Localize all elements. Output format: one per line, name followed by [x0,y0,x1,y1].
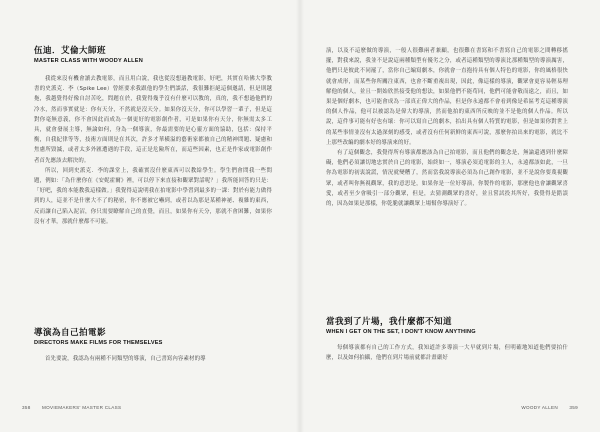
page-number: 358 [22,405,31,410]
body-paragraph: 所以，回到史派克．李的課堂上，我確實沒什麼東西可以教給學生。學生們會問我一些問題，例如：「為什麼你在《安妮霍爾》裡，可以停下來直接和觀眾對話呢？」我所能回答的只是：「好吧，我的本能教我這樣做。」我覺得這說明我在拍電影中學習到最多的一課：對於有能力做得到的人，這並不是什麼大不了的秘密，你不應被它嚇到，或者以為那是某種神祕、複雜的東西，反而讓自己陷入泥沼，你只需要瞭解自己的直覺，而且，如果你有天分，那就不會困難，如果你沒有才華，那就什麼都不可能。 [34,167,272,225]
section-title-en: DIRECTORS MAKE FILMS FOR THEMSELVES [34,340,163,346]
section-title-zh: 當我到了片場，我什麼都不知道 [326,317,453,327]
running-head: WOODY ALLEN [521,405,558,410]
section-title-zh: 導演為自己拍電影 [34,328,107,338]
section-title-en: WHEN I GET ON THE SET, I DON'T KNOW ANYTHING [326,329,476,335]
left-section-master-class [34,46,272,227]
body-paragraph: 每個導演都有自己的工作方式，我知道許多導演一大早就到片場，但明確地知道他們要拍什麼，以及如何拍攝，他們在到片場前就都計畫嚴好 [326,345,568,362]
body-paragraph: 首先要說，我認為有兩種不同類型的導演，自己書寫內容素材的導 [45,356,206,362]
page-number: 359 [569,405,578,410]
body-paragraph: 演，以及不這麼做的導演，一般人很難兩者兼顧，也很難在書寫和不書寫自己的電影之間轉移搖擺，對我來說，我並不是說這兩種類型有優劣之分，或者這種類型的導演比那種類型的導演厲害，他們只是彼此不同罷了，當你自己編寫劇本，你就會一直抱持具有個人特色的電影，你的風格很快就會成形，而某些你所關注東西，也會不斷重複出現，因此，像這樣的導演，觀眾會更容易輕易理解他的個人，並且一開始欣然接受他的想法，如果他們不能苟同，他們可能會敬而遠之，而且，如果是個好劇本，也可能會成為一部真正偉大的作品，但是你永遠都不會看到像是希區考克這種導演的個人作品，他可以被認為是偉大的導演，然而他拍的東西所反映的並不是他的個人作品。所以說，這件事可能有好也有壞：你可以寫自己的劇本，拍出具有個人特質的電影，但是如果你對世上的某些事情並沒有太過深刻的感受，或者沒有任何新鮮的東西可說，那麼你拍出來的電影，就比不上那些改編的劇本好的導演來的好。 [326,48,568,146]
right-page [300,0,600,432]
running-head: MOVIEMAKERS' MASTER CLASS [42,405,122,410]
right-section-continued [326,46,568,209]
body-paragraph: 有了這個觀念，我覺得所有導演都應該為自己拍電影，而且他們的觀念是，無論還遇到什麼障礙，他們必須讓切地忠實於自己的電影，始終如一，導演必須追電影的主人，永遠都該如此，一旦你為電影的初衷說謊，情況就變糟了，然而當我說導演必須為自己創作電影，並不是說你要蔑視觀眾，或者叫你無視觀眾，我的意思是，如果你是一位好導演，你製作的電影，那麼他也會讓觀眾喜愛，或者至少會吸引一部分觀眾，但是，去猜測觀眾的喜好，並且嘗試投其所好，我覺得是錯誤的，因為如果是那樣，你乾脆就讓觀眾上場幫你導演好了。 [326,150,568,208]
body-paragraph: 我從來沒有機會讀去教電影，而且用白說，我也從沒想過教電影，好吧，其實在哈佛大學教書的史派克．李（Spike Lee）曾經要求我跟他的學生們談話，我很難拒絕這個邀請，但是則越拖，我越覺得好像自討苦吃，問題在於，我覺得幾乎沒有什麼可以教的，真的，我不想過他們的冷水，然而事實就是：你有天分，不然就是沒天分。如果你沒天分，你可以學習一輩子，但是這對你毫無意義，你不會因此而成為一個更好的電影創作者，可是如果你有天分，你無需太多工具，就會發展主導，無論如何，身為一個導演，你最需要的是心靈方面的協助，包括：保持平衡，自我紀律等等，技術方面則是在其次，許多才華橫溢的藝術家都被自己的精神問題、疑慮和焦慮所毀滅，或者太多外匯遭遇的手段，這正是危險所在，而這些因素，也正是作家或電影創作者首先應該去解決的。 [34,76,272,164]
section-title-zh: 伍迪．艾倫大師班 [34,46,107,56]
left-section-directors [34,328,272,364]
right-section-on-set [326,317,568,363]
section-title-en: MASTER CLASS WITH WOODY ALLEN [34,58,143,64]
